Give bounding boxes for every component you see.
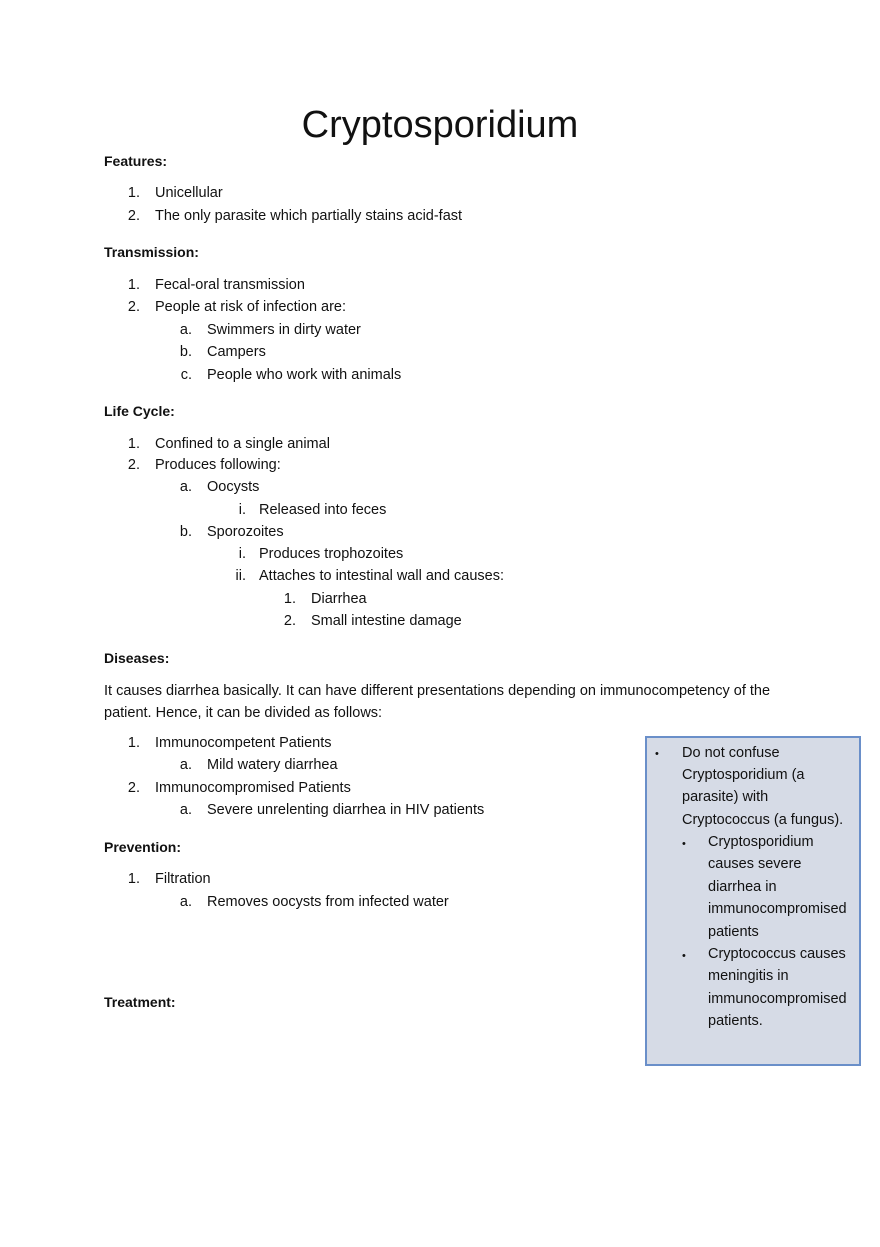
list-item: Immunocompromised Patients: [155, 780, 351, 796]
list-number: 2.: [127, 299, 140, 315]
list-item: People at risk of infection are:: [155, 299, 347, 315]
list-item: Mild watery diarrhea: [207, 757, 338, 773]
list-number: 1.: [127, 735, 140, 751]
list-item: Fecal-oral transmission: [155, 277, 305, 293]
note-line: parasite) with: [682, 789, 769, 805]
note-line: Cryptosporidium (a: [682, 767, 805, 783]
note-line: immunocompromised: [708, 991, 847, 1007]
prevention-heading: Prevention:: [104, 839, 182, 855]
list-letter: a.: [179, 757, 192, 773]
note-line: patients: [708, 924, 759, 940]
list-item: Attaches to intestinal wall and causes:: [259, 568, 505, 584]
list-item: Severe unrelenting diarrhea in HIV patients: [207, 802, 485, 818]
list-letter: a.: [179, 894, 192, 910]
diseases-paragraph: It causes diarrhea basically. It can have different presentations depending on immunocompetency of the patient. Hence, it can be divided as follows:: [104, 683, 771, 721]
treatment-heading: Treatment:: [104, 994, 176, 1010]
list-item: Small intestine damage: [311, 613, 462, 629]
list-item: Produces following:: [155, 457, 281, 473]
list-item: Confined to a single animal: [155, 436, 330, 452]
life-cycle-heading: Life Cycle:: [104, 403, 175, 419]
list-item: Released into feces: [259, 502, 387, 518]
note-line: Cryptosporidium: [708, 834, 814, 850]
list-item: Filtration: [155, 871, 211, 887]
note-line: causes severe: [708, 856, 802, 872]
note-line: Do not confuse: [682, 745, 780, 761]
transmission-heading: Transmission:: [104, 244, 199, 260]
list-letter: b.: [179, 344, 192, 360]
list-item: Campers: [207, 344, 266, 360]
list-item: Unicellular: [155, 185, 223, 201]
note-line: Cryptococcus (a fungus).: [682, 812, 844, 828]
list-number: 1.: [127, 185, 140, 201]
list-number: 2.: [127, 780, 140, 796]
list-item: Oocysts: [207, 479, 260, 495]
features-heading: Features:: [104, 153, 168, 169]
list-number: 2.: [283, 613, 296, 629]
list-letter: a.: [179, 322, 192, 338]
list-item: The only parasite which partially stains acid-fast: [155, 208, 463, 224]
list-item: Diarrhea: [311, 591, 367, 607]
note-line: patients.: [708, 1013, 763, 1029]
list-letter: a.: [179, 802, 192, 818]
list-item: Swimmers in dirty water: [207, 322, 361, 338]
list-item: Removes oocysts from infected water: [207, 894, 449, 910]
list-item: People who work with animals: [207, 367, 402, 383]
note-box: [645, 736, 861, 1066]
list-item: Sporozoites: [207, 524, 284, 540]
list-letter: b.: [179, 524, 192, 540]
list-item: Immunocompetent Patients: [155, 735, 332, 751]
note-line: diarrhea in: [708, 879, 777, 895]
list-number: 1.: [127, 277, 140, 293]
list-number: 2.: [127, 457, 140, 473]
list-roman: i.: [238, 546, 246, 562]
list-number: 1.: [283, 591, 296, 607]
note-line: Cryptococcus causes: [708, 946, 846, 962]
list-number: 2.: [127, 208, 140, 224]
list-roman: ii.: [235, 568, 246, 584]
list-number: 1.: [127, 436, 140, 452]
list-letter: c.: [180, 367, 192, 383]
bullet-icon: •: [682, 838, 686, 850]
bullet-icon: •: [682, 950, 686, 962]
list-roman: i.: [238, 502, 246, 518]
note-line: meningitis in: [708, 968, 789, 984]
bullet-icon: •: [655, 748, 659, 760]
diseases-heading: Diseases:: [104, 650, 170, 666]
list-number: 1.: [127, 871, 140, 887]
note-line: immunocompromised: [708, 901, 847, 917]
page-title: Cryptosporidium: [301, 104, 579, 146]
list-item: Produces trophozoites: [259, 546, 404, 562]
list-letter: a.: [179, 479, 192, 495]
